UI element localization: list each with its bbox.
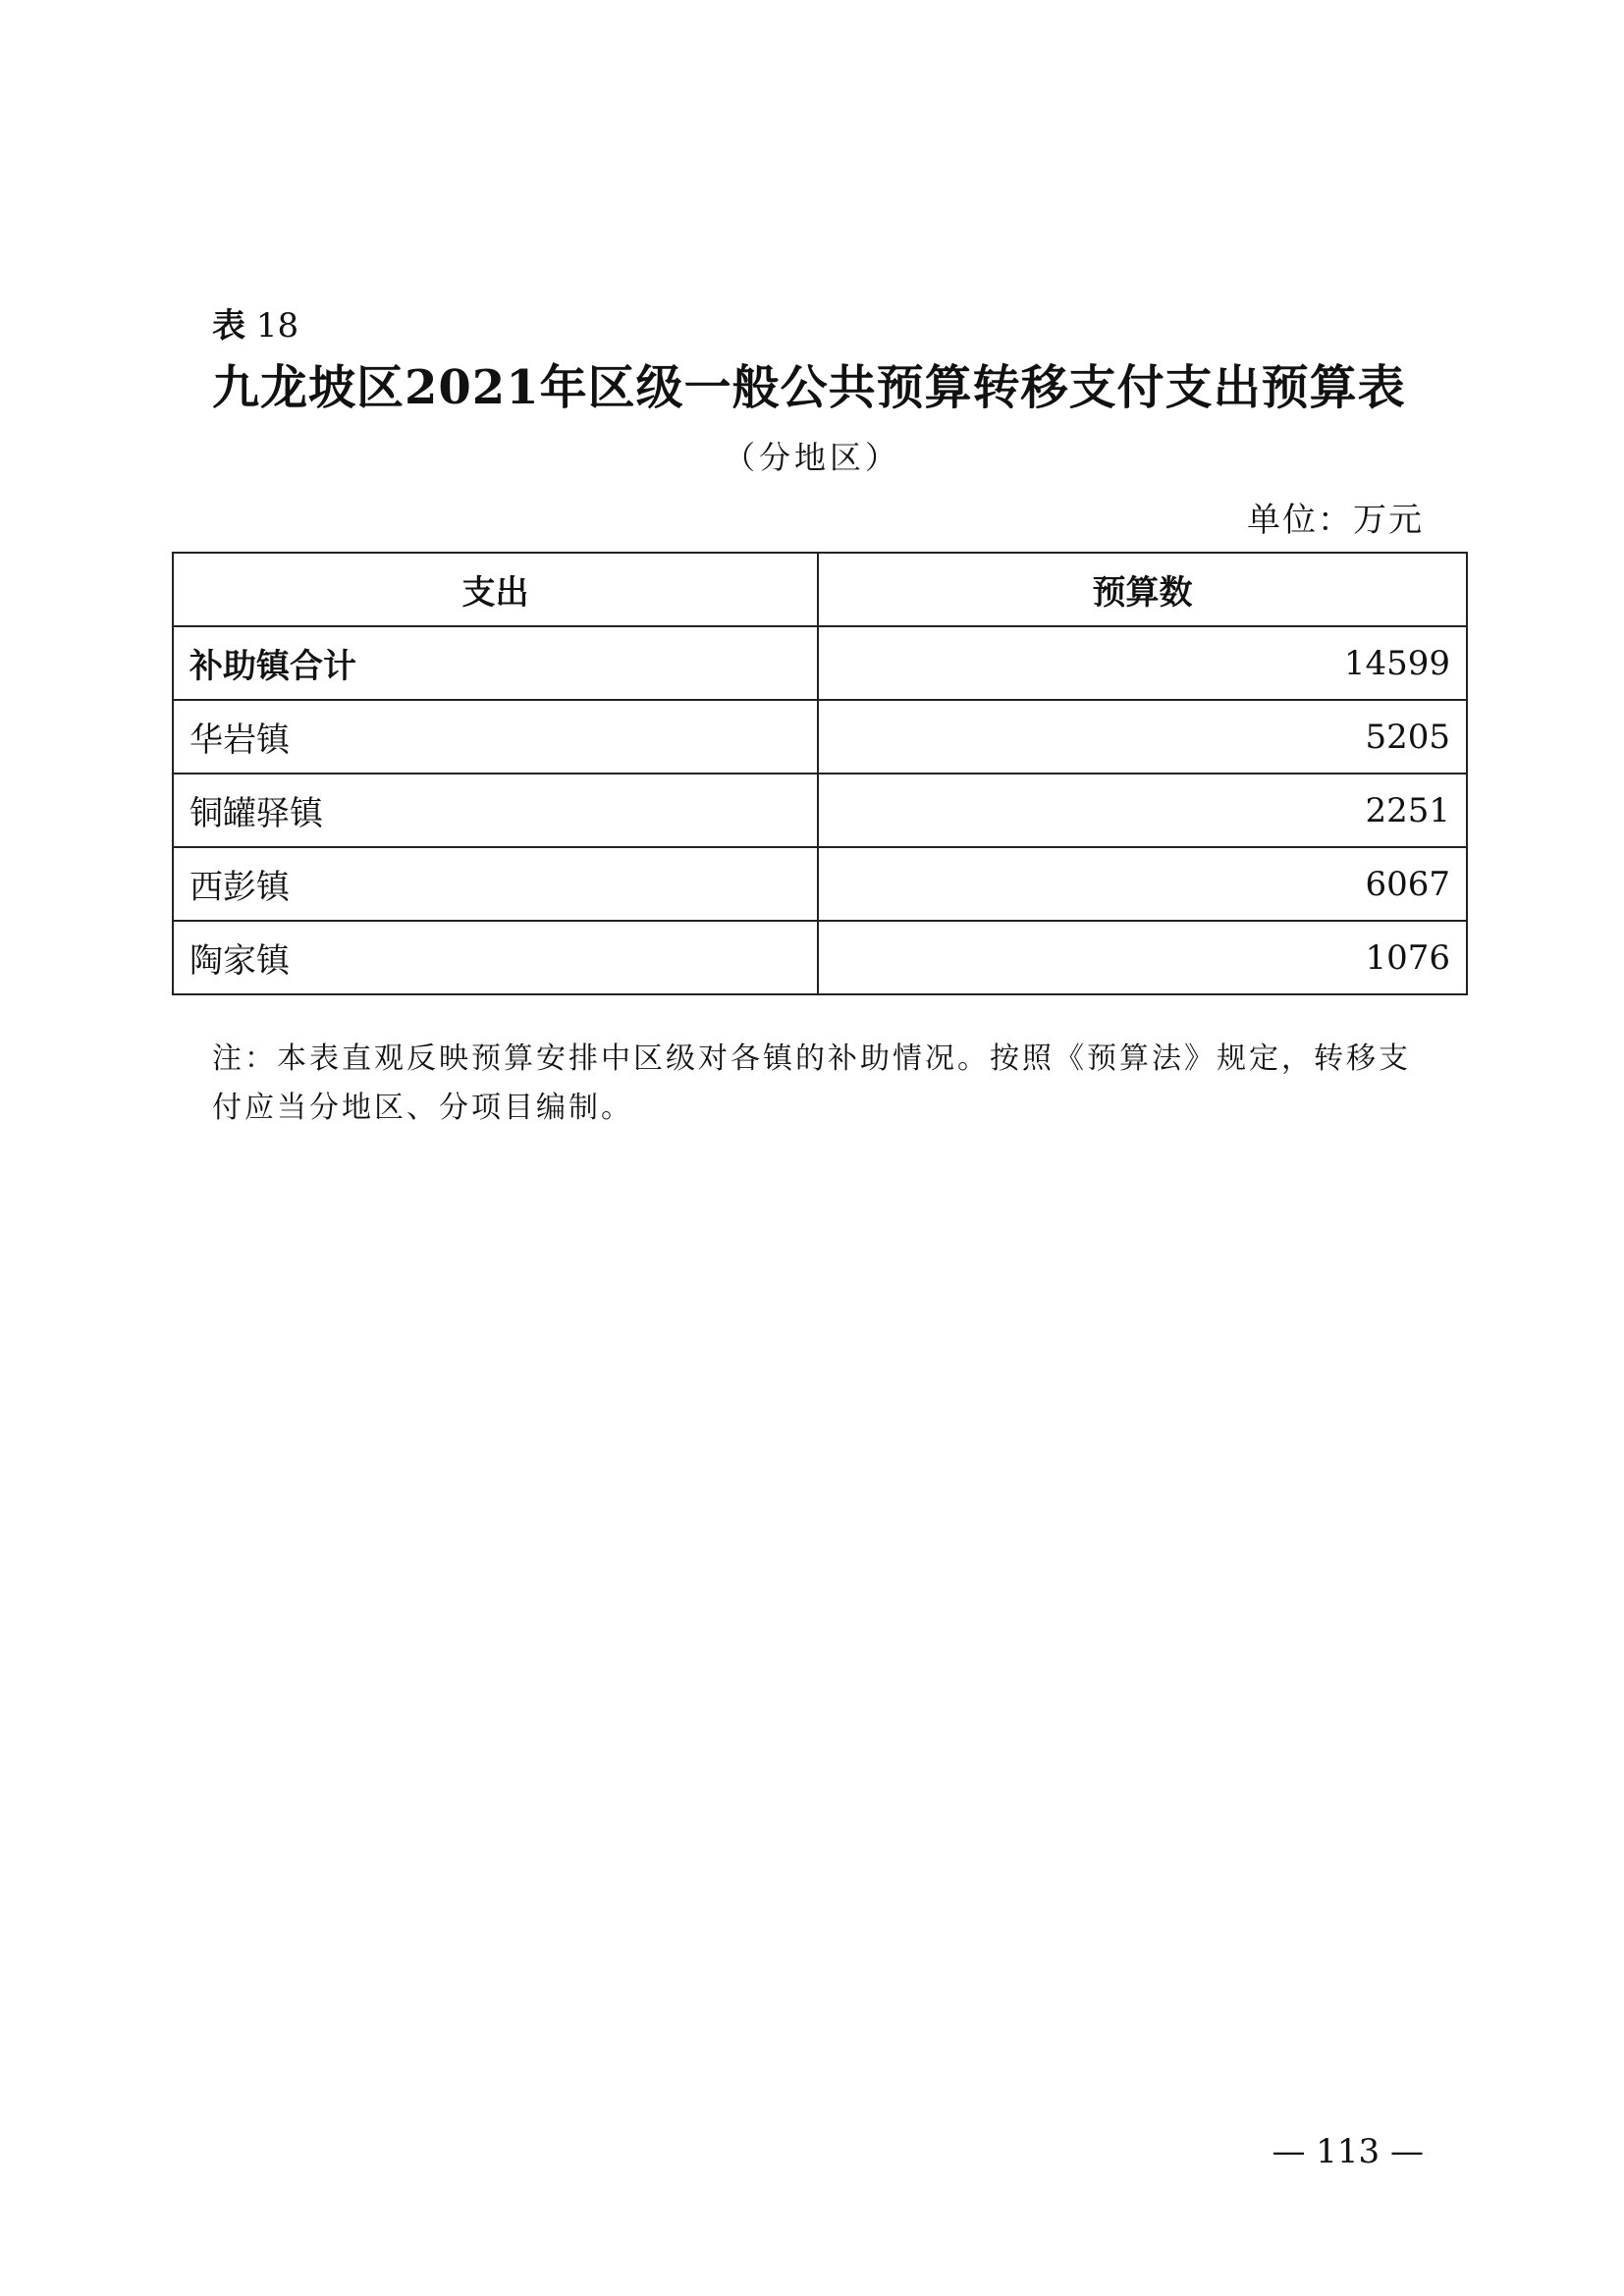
table-row	[173, 847, 1467, 921]
row-name: 西彭镇	[173, 847, 818, 921]
row-value: 2251	[818, 774, 1467, 847]
row-value: 6067	[818, 847, 1467, 921]
page-title: 九龙坡区2021年区级一般公共预算转移支付支出预算表	[212, 360, 1406, 415]
table-header-row	[173, 553, 1467, 626]
page-number: — 113 —	[1272, 2132, 1424, 2171]
table-row	[173, 921, 1467, 994]
table-row-total	[173, 626, 1467, 700]
row-name: 铜罐驿镇	[173, 774, 818, 847]
budget-table	[172, 552, 1468, 995]
row-name: 补助镇合计	[173, 626, 818, 700]
row-value: 1076	[818, 921, 1467, 994]
column-header-expenditure: 支出	[173, 553, 818, 626]
table-label-word: 表	[212, 306, 245, 346]
table-note: 注：本表直观反映预算安排中区级对各镇的补助情况。按照《预算法》规定，转移支付应当分地区、分项目编制。	[212, 1041, 1411, 1125]
table-label-number: 18	[255, 306, 299, 346]
table-row	[173, 700, 1467, 774]
row-name: 陶家镇	[173, 921, 818, 994]
column-header-budget: 预算数	[818, 553, 1467, 626]
table-row	[173, 774, 1467, 847]
unit-label: 单位：万元	[1247, 501, 1424, 540]
table-subtitle: （分地区）	[723, 439, 900, 476]
row-name: 华岩镇	[173, 700, 818, 774]
table-label	[212, 302, 298, 349]
row-value: 5205	[818, 700, 1467, 774]
row-value: 14599	[818, 626, 1467, 700]
